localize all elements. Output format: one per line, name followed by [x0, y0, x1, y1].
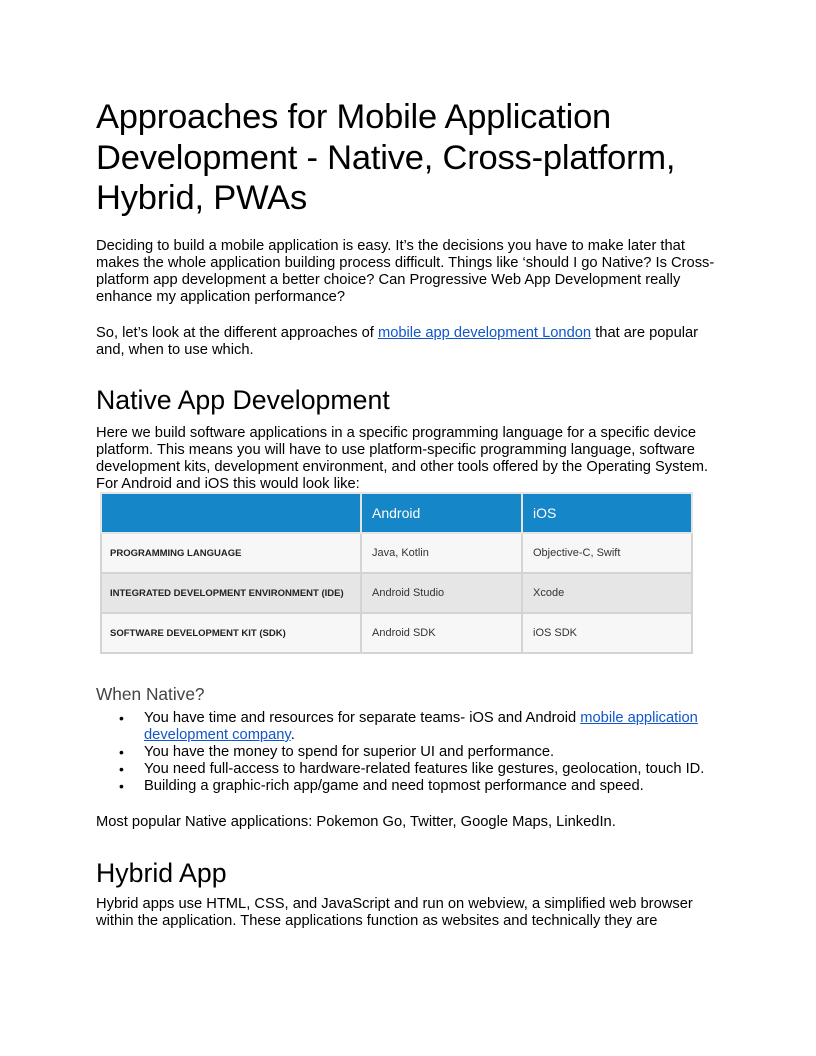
intro-line: Deciding to build a mobile application is easy. It’s the decisions you have to make later that [96, 238, 685, 254]
approaches-line-1 [96, 325, 720, 342]
title-line: Hybrid, PWAs [96, 179, 308, 217]
native-line: platform. This means you will have to use platform-specific programming language, software [96, 442, 695, 459]
intro-line: platform app development a better choice? Can Progressive Web App Development really [96, 272, 681, 289]
title-line: Development - Native, Cross-platform, [96, 138, 676, 177]
table-cell: Objective-C, Swift [522, 533, 692, 573]
intro-line: enhance my application performance? [96, 289, 346, 306]
table-row-label: PROGRAMMING LANGUAGE [101, 533, 361, 573]
bullet-text: You have time and resources for separate teams- iOS and Android [144, 710, 581, 726]
approaches-text-after: that are popular [591, 325, 699, 341]
list-item [96, 710, 720, 744]
intro-line: makes the whole application building process difficult. Things like ‘should I go Native? Is Cross- [96, 255, 715, 272]
popular-native-apps: Most popular Native applications: Pokemon Go, Twitter, Google Maps, LinkedIn. [96, 814, 616, 830]
title-line: Approaches for Mobile Application [96, 98, 612, 136]
table-cell: Xcode [522, 573, 692, 613]
when-native-list [96, 710, 720, 795]
bullet-period: . [290, 727, 295, 743]
list-item: • You need full-access to hardware-related features like gestures, geolocation, touch ID. [96, 761, 720, 778]
list-item: • Building a graphic-rich app/game and need topmost performance and speed. [96, 778, 720, 795]
intro-paragraph [96, 238, 720, 306]
when-native-heading: When Native? [96, 684, 205, 704]
table-row [101, 573, 692, 613]
approaches-text: So, let’s look at the different approaches of [96, 325, 378, 341]
page-title [96, 97, 726, 219]
hybrid-heading: Hybrid App [96, 858, 227, 888]
table-cell: Android SDK [361, 613, 522, 653]
table-header-ios: iOS [522, 493, 692, 533]
approaches-line-2: and, when to use which. [96, 342, 254, 359]
hybrid-paragraph [96, 896, 726, 930]
native-heading: Native App Development [96, 385, 390, 415]
table-header-empty [101, 493, 361, 533]
development-company-link[interactable]: development company [144, 727, 291, 743]
table-row [101, 533, 692, 573]
table-row [101, 613, 692, 653]
table-header-row [101, 493, 692, 533]
hybrid-line: Hybrid apps use HTML, CSS, and JavaScript and run on webview, a simplified web browser [96, 896, 693, 912]
mobile-application-link[interactable]: mobile application [580, 710, 698, 726]
table-header-android: Android [361, 493, 522, 533]
table-row-label: SOFTWARE DEVELOPMENT KIT (SDK) [101, 613, 361, 653]
table-row-label: INTEGRATED DEVELOPMENT ENVIRONMENT (IDE) [101, 573, 361, 613]
native-paragraph [96, 425, 726, 493]
native-line: Here we build software applications in a specific programming language for a specific device [96, 425, 697, 441]
table-cell: Android Studio [361, 573, 522, 613]
native-line: For Android and iOS this would look like: [96, 476, 360, 493]
table-cell: iOS SDK [522, 613, 692, 653]
native-line: development kits, development environment, and other tools offered by the Operating System. [96, 459, 709, 476]
hybrid-line: within the application. These applications function as websites and technically they are [96, 913, 658, 930]
list-item: • You have the money to spend for superior UI and performance. [96, 744, 720, 761]
mobile-app-development-london-link[interactable]: mobile app development London [377, 325, 592, 341]
platform-comparison-table [100, 492, 693, 654]
approaches-paragraph [96, 325, 720, 359]
table-cell: Java, Kotlin [361, 533, 522, 573]
